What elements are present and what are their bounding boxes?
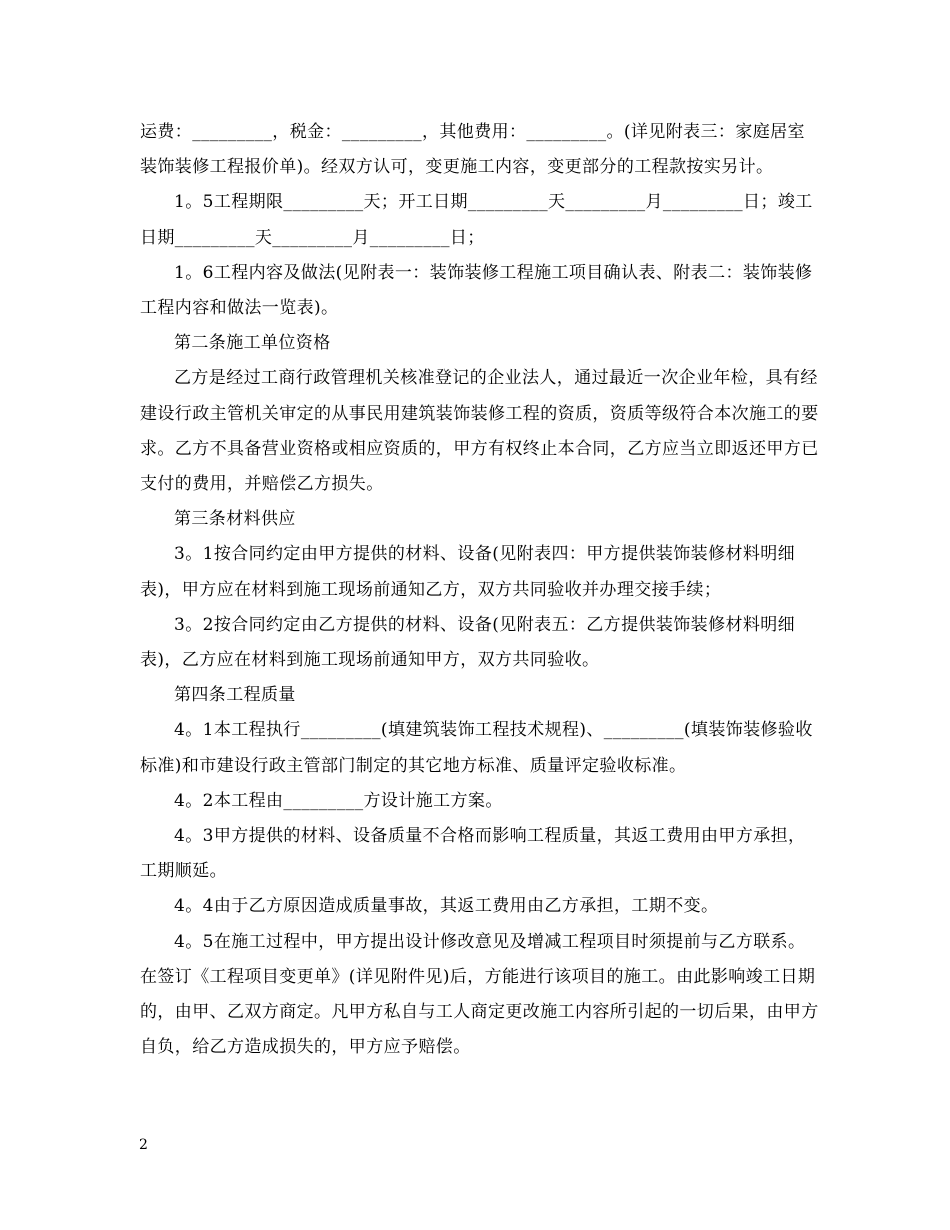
heading-article-4: 第四条工程质量: [174, 685, 296, 706]
contract-body: [140, 115, 820, 1065]
paragraph-4-2-design: 4。2本工程由_________方设计施工方案。: [174, 790, 503, 811]
paragraph-1-6-content: 1。6工程内容及做法(见附表一：装饰装修工程施工项目确认表、附表二：装饰装修工程内容和做法一览表)。: [140, 262, 813, 319]
paragraph-4-5-changes: 4。5在施工过程中，甲方提出设计修改意见及增减工程项目时须提前与乙方联系。在签订《工程项目变更单》(详见附件见)后，方能进行该项目的施工。由此影响竣工日期的，由甲、乙双方商定。凡甲方私自与工人商定更改施工内容所引起的一切后果，由甲方自负，给乙方造成损失的，甲方应予赔偿。: [140, 931, 819, 1058]
heading-article-3: 第三条材料供应: [174, 509, 296, 530]
paragraph-4-4-accident: 4。4由于乙方原因造成质量事故，其返工费用由乙方承担，工期不变。: [174, 896, 719, 917]
paragraph-fees: 运费：_________，税金：_________，其他费用：_________。(详见附表三：家庭居室装饰装修工程报价单)。经双方认可，变更施工内容，变更部分的工程款按实另计。: [140, 122, 805, 178]
page-number: 2: [139, 1137, 148, 1153]
paragraph-4-1-standards: 4。1本工程执行_________(填建筑装饰工程技术规程)、_________(填装饰装修验收标准)和市建设行政主管部门制定的其它地方标准、质量评定验收标准。: [140, 720, 813, 776]
paragraph-3-1-materials: 3。1按合同约定由甲方提供的材料、设备(见附表四：甲方提供装饰装修材料明细表)，甲方应在材料到施工现场前通知乙方，双方共同验收并办理交接手续；: [140, 544, 796, 600]
paragraph-qualification: 乙方是经过工商行政管理机关核准登记的企业法人，通过最近一次企业年检，具有经建设行政主管机关审定的从事民用建筑装饰装修工程的资质，资质等级符合本次施工的要求。乙方不具备营业资格或相应资质的，甲方有权终止本合同，乙方应当立即返还甲方已支付的费用，并赔偿乙方损失。: [140, 368, 819, 495]
paragraph-1-5-duration: 1。5工程期限_________天；开工日期_________天_________月_________日；竣工日期_________天_________月_________日；: [140, 192, 813, 248]
heading-article-2: 第二条施工单位资格: [174, 333, 331, 354]
paragraph-4-3-quality: 4。3甲方提供的材料、设备质量不合格而影响工程质量，其返工费用由甲方承担，工期顺延。: [140, 826, 806, 882]
paragraph-3-2-materials: 3。2按合同约定由乙方提供的材料、设备(见附表五：乙方提供装饰装修材料明细表)，乙方应在材料到施工现场前通知甲方，双方共同验收。: [140, 614, 796, 671]
